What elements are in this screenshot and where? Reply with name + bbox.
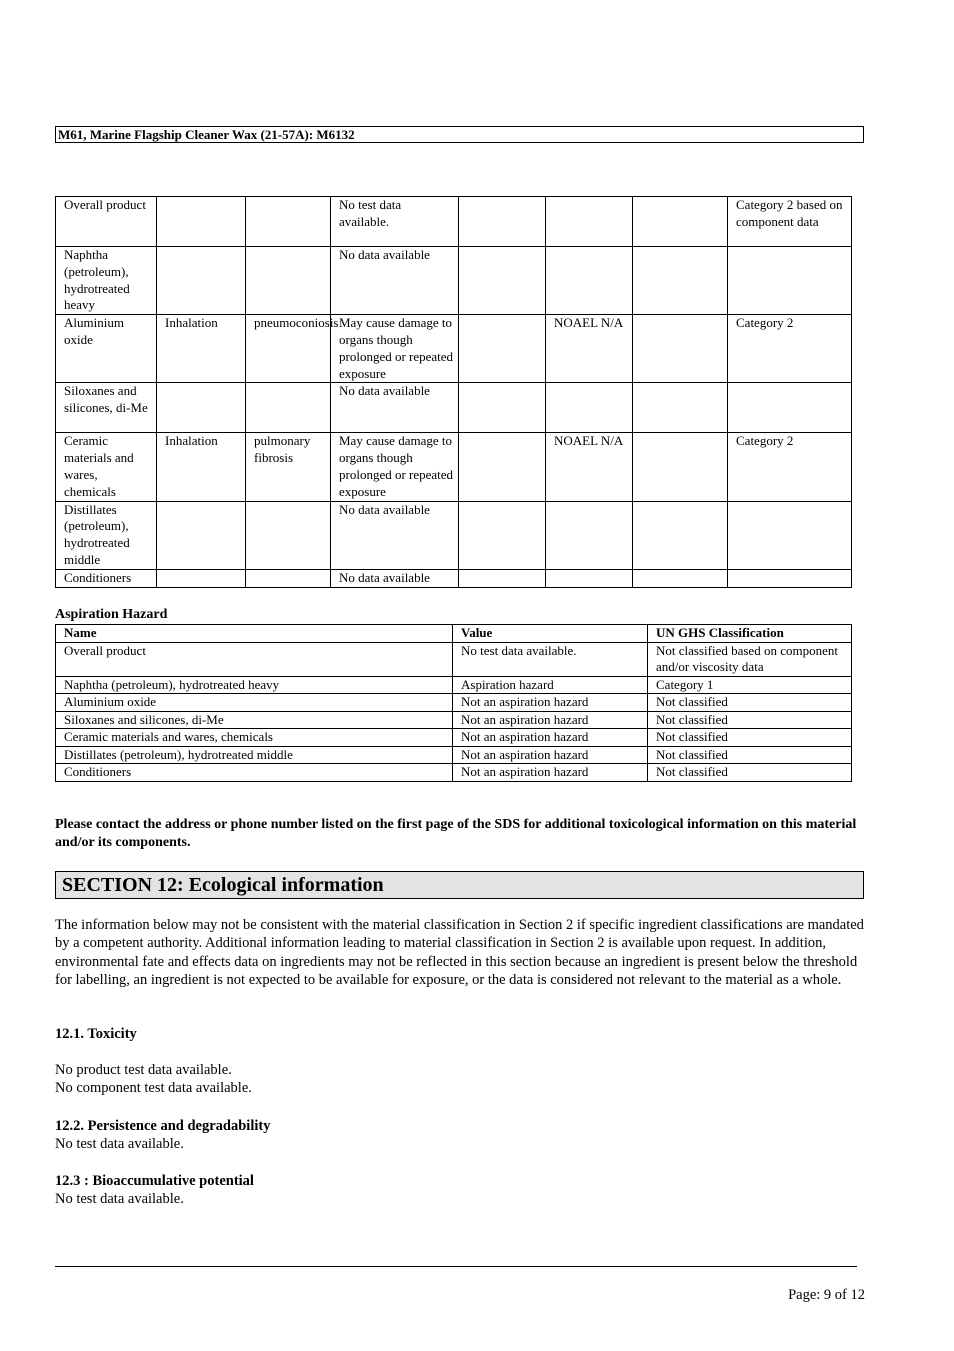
aspiration-hazard-title: Aspiration Hazard xyxy=(55,607,168,622)
table-row xyxy=(56,764,852,782)
table-cell: Siloxanes and silicones, di-Me xyxy=(56,711,453,729)
table-cell xyxy=(546,569,633,587)
table-cell xyxy=(633,569,728,587)
table-header-row xyxy=(56,625,852,643)
toxicity-product-text: No product test data available. xyxy=(55,1062,232,1078)
table-cell: Not classified based on component and/or viscosity data xyxy=(648,642,852,676)
section-12-intro: The information below may not be consistent with the material classification in Section 2 if specific ingredient classifications are mandated by a competent authority. Additional information leading to material classification in Section 2 is available upon request. In addition, environmental fate and effects data on ingredients may not be reflected in this section because an ingredient is present below the threshold for labelling, an ingredient is not expected to be available for exposure, or the data is considered not relevant to the material as a whole. xyxy=(55,917,864,988)
table-cell xyxy=(728,247,852,315)
document-header: M61, Marine Flagship Cleaner Wax (21-57A): M6132 xyxy=(55,126,864,143)
table-cell xyxy=(459,569,546,587)
table-cell: Aspiration hazard xyxy=(453,676,648,694)
table-cell: No test data available. xyxy=(453,642,648,676)
column-header-value: Value xyxy=(453,625,648,643)
table-cell xyxy=(633,247,728,315)
table-row xyxy=(56,676,852,694)
table-cell xyxy=(546,197,633,247)
table-cell: Not classified xyxy=(648,694,852,712)
table-cell xyxy=(459,501,546,569)
contact-note: Please contact the address or phone number listed on the first page of the SDS for additional toxicological information on this material and/or its components. xyxy=(55,817,857,850)
table-cell: No data available xyxy=(331,247,459,315)
table-cell: Not an aspiration hazard xyxy=(453,711,648,729)
table-row xyxy=(56,711,852,729)
table-cell xyxy=(157,501,246,569)
table-cell xyxy=(546,383,633,433)
section-12-title: SECTION 12: Ecological information xyxy=(55,871,864,899)
table-cell: NOAEL N/A xyxy=(546,315,633,383)
table-cell xyxy=(728,383,852,433)
table-cell xyxy=(633,315,728,383)
toxicity-component-text: No component test data available. xyxy=(55,1080,252,1096)
table-cell xyxy=(633,383,728,433)
table-cell: pneumoconiosis xyxy=(246,315,331,383)
table-cell xyxy=(157,569,246,587)
table-cell xyxy=(633,501,728,569)
toxicity-heading: 12.1. Toxicity xyxy=(55,1026,137,1042)
table-cell: May cause damage to organs though prolonged or repeated exposure xyxy=(331,433,459,501)
table-row xyxy=(56,729,852,747)
table-cell: Distillates (petroleum), hydrotreated middle xyxy=(56,501,157,569)
table-cell: Not classified xyxy=(648,764,852,782)
column-header-name: Name xyxy=(56,625,453,643)
table-cell: Not classified xyxy=(648,746,852,764)
table-cell: Category 2 xyxy=(728,433,852,501)
table-cell: Distillates (petroleum), hydrotreated middle xyxy=(56,746,453,764)
table-cell: Naphtha (petroleum), hydrotreated heavy xyxy=(56,247,157,315)
table-row xyxy=(56,315,852,383)
table-row xyxy=(56,746,852,764)
table-cell xyxy=(459,197,546,247)
table-cell xyxy=(633,433,728,501)
table-cell xyxy=(246,247,331,315)
table-cell: Not an aspiration hazard xyxy=(453,694,648,712)
aspiration-hazard-table xyxy=(55,624,852,782)
table-cell: May cause damage to organs though prolonged or repeated exposure xyxy=(331,315,459,383)
table-cell xyxy=(459,433,546,501)
table-cell xyxy=(459,247,546,315)
column-header-classification: UN GHS Classification xyxy=(648,625,852,643)
table-cell: Inhalation xyxy=(157,315,246,383)
table-cell: Overall product xyxy=(56,197,157,247)
table-cell: Category 1 xyxy=(648,676,852,694)
table-cell: Aluminium oxide xyxy=(56,694,453,712)
table-cell: Not an aspiration hazard xyxy=(453,764,648,782)
table-row xyxy=(56,694,852,712)
table-row xyxy=(56,642,852,676)
table-cell: NOAEL N/A xyxy=(546,433,633,501)
table-cell: Aluminium oxide xyxy=(56,315,157,383)
table-cell xyxy=(157,197,246,247)
table-cell: Conditioners xyxy=(56,764,453,782)
table-cell: Not an aspiration hazard xyxy=(453,729,648,747)
table-cell: No data available xyxy=(331,501,459,569)
page-number: Page: 9 of 12 xyxy=(788,1287,865,1303)
table-cell: Not an aspiration hazard xyxy=(453,746,648,764)
footer-divider xyxy=(55,1266,857,1267)
table-cell xyxy=(728,569,852,587)
table-cell xyxy=(157,247,246,315)
bioaccumulative-text: No test data available. xyxy=(55,1191,184,1207)
persistence-heading: 12.2. Persistence and degradability xyxy=(55,1118,271,1134)
table-row xyxy=(56,501,852,569)
table-cell xyxy=(459,383,546,433)
table-cell xyxy=(633,197,728,247)
table-cell: Ceramic materials and wares, chemicals xyxy=(56,729,453,747)
persistence-text: No test data available. xyxy=(55,1136,184,1152)
table-cell: Conditioners xyxy=(56,569,157,587)
table-cell: Siloxanes and silicones, di-Me xyxy=(56,383,157,433)
target-organ-toxicity-table xyxy=(55,196,852,588)
table-cell xyxy=(157,383,246,433)
bioaccumulative-heading: 12.3 : Bioaccumulative potential xyxy=(55,1173,254,1189)
table-row xyxy=(56,247,852,315)
table-cell: Not classified xyxy=(648,711,852,729)
table-row xyxy=(56,383,852,433)
table-cell xyxy=(459,315,546,383)
table-cell: pulmonary fibrosis xyxy=(246,433,331,501)
table-cell xyxy=(546,247,633,315)
table-cell: Ceramic materials and wares, chemicals xyxy=(56,433,157,501)
table-cell xyxy=(246,569,331,587)
table-cell: No data available xyxy=(331,383,459,433)
table-cell: Naphtha (petroleum), hydrotreated heavy xyxy=(56,676,453,694)
table-cell xyxy=(728,501,852,569)
table-cell: No data available xyxy=(331,569,459,587)
table-cell: Inhalation xyxy=(157,433,246,501)
table-row xyxy=(56,569,852,587)
table-cell: No test data available. xyxy=(331,197,459,247)
table-cell: Category 2 xyxy=(728,315,852,383)
table-row xyxy=(56,197,852,247)
table-cell: Category 2 based on component data xyxy=(728,197,852,247)
table-cell xyxy=(546,501,633,569)
table-cell: Overall product xyxy=(56,642,453,676)
table-cell xyxy=(246,383,331,433)
table-cell xyxy=(246,501,331,569)
table-cell: Not classified xyxy=(648,729,852,747)
table-cell xyxy=(246,197,331,247)
table-row xyxy=(56,433,852,501)
